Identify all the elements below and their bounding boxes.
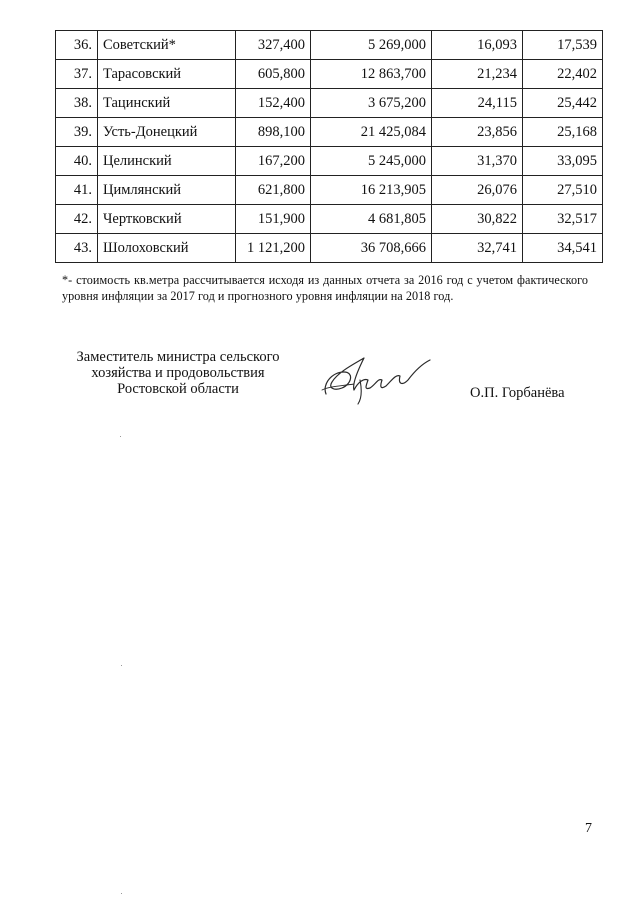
value-col-3: 26,076 bbox=[432, 176, 523, 205]
row-number: 43. bbox=[56, 234, 98, 263]
footnote: *- стоимость кв.метра рассчитывается исходя из данных отчета за 2016 год с учетом фактического уровня инфляции за 2017 год и прогнозного уровня инфляции на 2018 год. bbox=[62, 273, 588, 303]
district-name: Усть-Донецкий bbox=[98, 118, 236, 147]
value-col-2: 16 213,905 bbox=[311, 176, 432, 205]
row-number: 39. bbox=[56, 118, 98, 147]
value-col-4: 25,442 bbox=[523, 89, 603, 118]
value-col-3: 21,234 bbox=[432, 60, 523, 89]
value-col-2: 5 269,000 bbox=[311, 31, 432, 60]
table-row bbox=[56, 60, 603, 89]
value-col-3: 31,370 bbox=[432, 147, 523, 176]
row-number: 37. bbox=[56, 60, 98, 89]
value-col-1: 327,400 bbox=[236, 31, 311, 60]
value-col-1: 151,900 bbox=[236, 205, 311, 234]
row-number: 41. bbox=[56, 176, 98, 205]
value-col-4: 33,095 bbox=[523, 147, 603, 176]
value-col-2: 21 425,084 bbox=[311, 118, 432, 147]
signer-title-line: хозяйства и продовольствия bbox=[91, 365, 265, 381]
value-col-2: 5 245,000 bbox=[311, 147, 432, 176]
row-number: 38. bbox=[56, 89, 98, 118]
table-row bbox=[56, 118, 603, 147]
value-col-4: 22,402 bbox=[523, 60, 603, 89]
district-name: Чертковский bbox=[98, 205, 236, 234]
row-number: 40. bbox=[56, 147, 98, 176]
district-name: Тацинский bbox=[98, 89, 236, 118]
value-col-1: 621,800 bbox=[236, 176, 311, 205]
row-number: 36. bbox=[56, 31, 98, 60]
handwritten-signature bbox=[318, 350, 438, 406]
value-col-4: 34,541 bbox=[523, 234, 603, 263]
row-number: 42. bbox=[56, 205, 98, 234]
signer-title-line: Ростовской области bbox=[117, 381, 239, 397]
district-name: Шолоховский bbox=[98, 234, 236, 263]
table-body bbox=[56, 31, 603, 263]
scan-speck bbox=[121, 893, 122, 894]
value-col-3: 30,822 bbox=[432, 205, 523, 234]
table-row bbox=[56, 147, 603, 176]
signer-title-line: Заместитель министра сельского bbox=[76, 349, 280, 365]
value-col-2: 12 863,700 bbox=[311, 60, 432, 89]
value-col-1: 152,400 bbox=[236, 89, 311, 118]
district-cost-table bbox=[55, 30, 603, 263]
value-col-1: 167,200 bbox=[236, 147, 311, 176]
value-col-1: 605,800 bbox=[236, 60, 311, 89]
value-col-2: 36 708,666 bbox=[311, 234, 432, 263]
value-col-3: 23,856 bbox=[432, 118, 523, 147]
district-name: Тарасовский bbox=[98, 60, 236, 89]
signer-title bbox=[62, 349, 294, 397]
value-col-1: 1 121,200 bbox=[236, 234, 311, 263]
value-col-3: 32,741 bbox=[432, 234, 523, 263]
page-number: 7 bbox=[585, 821, 592, 836]
district-name: Целинский bbox=[98, 147, 236, 176]
value-col-4: 25,168 bbox=[523, 118, 603, 147]
signer-name: О.П. Горбанёва bbox=[470, 385, 565, 401]
value-col-2: 4 681,805 bbox=[311, 205, 432, 234]
table-row bbox=[56, 176, 603, 205]
value-col-2: 3 675,200 bbox=[311, 89, 432, 118]
district-name: Советский* bbox=[98, 31, 236, 60]
table-row bbox=[56, 234, 603, 263]
scan-speck bbox=[120, 436, 121, 437]
district-name: Цимлянский bbox=[98, 176, 236, 205]
value-col-3: 24,115 bbox=[432, 89, 523, 118]
table-row bbox=[56, 31, 603, 60]
value-col-3: 16,093 bbox=[432, 31, 523, 60]
value-col-4: 17,539 bbox=[523, 31, 603, 60]
value-col-1: 898,100 bbox=[236, 118, 311, 147]
table-row bbox=[56, 205, 603, 234]
scan-speck bbox=[121, 665, 122, 666]
table-row bbox=[56, 89, 603, 118]
value-col-4: 32,517 bbox=[523, 205, 603, 234]
value-col-4: 27,510 bbox=[523, 176, 603, 205]
